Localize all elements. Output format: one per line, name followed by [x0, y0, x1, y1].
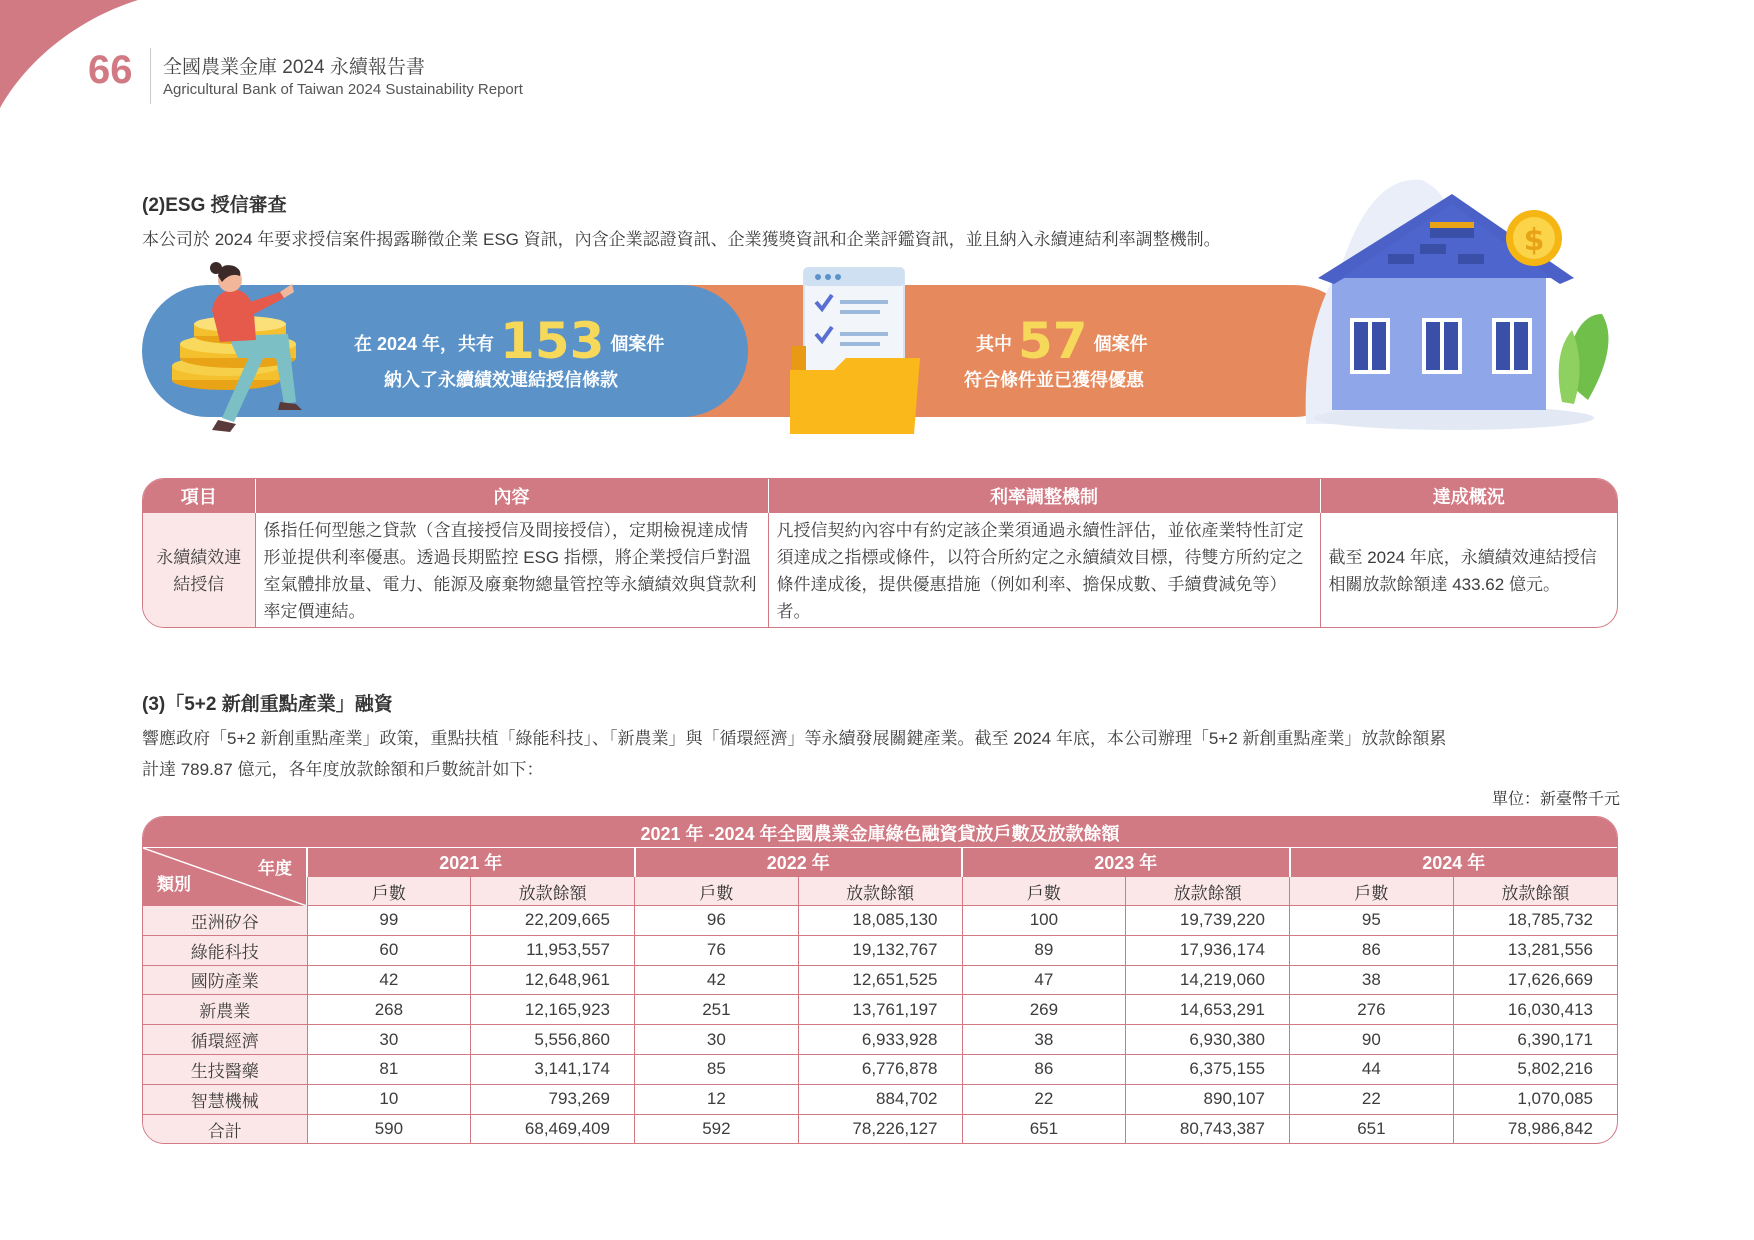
balance-cell: 6,776,878 [798, 1054, 962, 1084]
balance-cell: 884,702 [798, 1084, 962, 1114]
balance-cell: 5,556,860 [471, 1025, 635, 1055]
households-cell: 12 [635, 1084, 799, 1114]
households-cell: 86 [1290, 935, 1454, 965]
households-cell: 99 [307, 906, 471, 936]
households-header: 戶數 [962, 877, 1126, 906]
checklist-folder-illustration [786, 266, 926, 436]
banner-left-number: 153 [500, 312, 605, 370]
balance-cell: 5,802,216 [1453, 1054, 1617, 1084]
balance-cell: 80,743,387 [1126, 1114, 1290, 1144]
households-cell: 44 [1290, 1054, 1454, 1084]
balance-cell: 1,070,085 [1453, 1084, 1617, 1114]
households-cell: 651 [1290, 1114, 1454, 1144]
balance-cell: 6,375,155 [1126, 1054, 1290, 1084]
balance-cell: 11,953,557 [471, 935, 635, 965]
balance-cell: 6,930,380 [1126, 1025, 1290, 1055]
households-cell: 86 [962, 1054, 1126, 1084]
balance-cell: 16,030,413 [1453, 995, 1617, 1025]
green-finance-table [142, 816, 1618, 1144]
households-cell: 38 [962, 1025, 1126, 1055]
households-cell: 22 [962, 1084, 1126, 1114]
banner-left-line2: 納入了永續績效連結授信條款 [384, 370, 618, 390]
balance-cell: 12,165,923 [471, 995, 635, 1025]
balance-cell: 890,107 [1126, 1084, 1290, 1114]
balance-cell: 13,281,556 [1453, 935, 1617, 965]
page-number: 66 [88, 48, 133, 92]
table-row [143, 1025, 1617, 1055]
balance-cell: 14,653,291 [1126, 995, 1290, 1025]
esg-table-header-achievement: 達成概況 [1320, 479, 1617, 513]
balance-cell: 6,390,171 [1453, 1025, 1617, 1055]
households-cell: 592 [635, 1114, 799, 1144]
esg-table-header-mechanism: 利率調整機制 [768, 479, 1320, 513]
households-cell: 60 [307, 935, 471, 965]
balance-cell: 12,651,525 [798, 965, 962, 995]
balance-header: 放款餘額 [1126, 877, 1290, 906]
households-cell: 276 [1290, 995, 1454, 1025]
balance-cell: 78,226,127 [798, 1114, 962, 1144]
table-row [143, 995, 1617, 1025]
esg-table-mechanism: 凡授信契約內容中有約定該企業須通過永續性評估，並依產業特性訂定須達成之指標或條件，以符合所約定之永續績效目標，待雙方所約定之條件達成後，提供優惠措施（例如利率、擔保成數、手續費減免等）者。 [768, 513, 1320, 628]
corner-category-label: 類別 [157, 875, 191, 894]
category-cell: 國防產業 [143, 965, 307, 995]
households-cell: 100 [962, 906, 1126, 936]
households-cell: 268 [307, 995, 471, 1025]
households-header: 戶數 [635, 877, 799, 906]
unit-label: 單位：新臺幣千元 [1491, 791, 1620, 808]
header-divider [150, 48, 151, 104]
svg-text:$: $ [1523, 223, 1545, 258]
banner-left-line1 [354, 312, 664, 370]
households-cell: 81 [307, 1054, 471, 1084]
households-cell: 30 [635, 1025, 799, 1055]
balance-cell: 19,132,767 [798, 935, 962, 965]
balance-cell: 13,761,197 [798, 995, 962, 1025]
year-header: 2024 年 [1290, 848, 1618, 877]
industry-section-title: (3)「5+2 新創重點產業」融資 [142, 694, 393, 715]
industry-paragraph-line1: 響應政府「5+2 新創重點產業」政策，重點扶植「綠能科技」、「新農業」與「循環經濟」等永續發展關鍵產業。截至 2024 年底，本公司辦理「5+2 新創重點產業」放款餘額累 [142, 729, 1447, 748]
house-illustration [1302, 174, 1622, 436]
households-cell: 269 [962, 995, 1126, 1025]
households-cell: 89 [962, 935, 1126, 965]
households-cell: 38 [1290, 965, 1454, 995]
table-title: 2021 年 -2024 年全國農業金庫綠色融資貸放戶數及放款餘額 [143, 818, 1617, 848]
balance-header: 放款餘額 [798, 877, 962, 906]
esg-table-item-line2: 結授信 [173, 575, 225, 594]
year-header: 2022 年 [635, 848, 963, 877]
corner-year-label: 年度 [258, 859, 292, 878]
households-header: 戶數 [1290, 877, 1454, 906]
balance-cell: 14,219,060 [1126, 965, 1290, 995]
year-header: 2021 年 [307, 848, 635, 877]
esg-table-achievement: 截至 2024 年底，永續績效連結授信相關放款餘額達 433.62 億元。 [1328, 548, 1597, 594]
table-row [143, 965, 1617, 995]
table-row [143, 906, 1617, 936]
households-cell: 22 [1290, 1084, 1454, 1114]
esg-paragraph: 本公司於 2024 年要求授信案件揭露聯徵企業 ESG 資訊，內含企業認證資訊、企業獲獎資訊和企業評鑑資訊，並且納入永續連結利率調整機制。 [142, 230, 1221, 249]
balance-cell: 18,085,130 [798, 906, 962, 936]
households-cell: 590 [307, 1114, 471, 1144]
table-row [143, 935, 1617, 965]
industry-paragraph-line2: 計達 789.87 億元，各年度放款餘額和戶數統計如下： [142, 760, 544, 779]
table-row [143, 1084, 1617, 1114]
category-cell: 智慧機械 [143, 1084, 307, 1114]
households-cell: 42 [307, 965, 471, 995]
households-header: 戶數 [307, 877, 471, 906]
category-cell: 循環經濟 [143, 1025, 307, 1055]
households-cell: 47 [962, 965, 1126, 995]
households-cell: 76 [635, 935, 799, 965]
households-cell: 85 [635, 1054, 799, 1084]
esg-table [142, 478, 1618, 628]
banner-right-number: 57 [1018, 312, 1088, 370]
balance-cell: 12,648,961 [471, 965, 635, 995]
esg-table-header-item: 項目 [143, 479, 255, 513]
banner-right-prefix: 其中 [976, 334, 1012, 354]
category-cell: 合計 [143, 1114, 307, 1144]
esg-table-content: 係指任何型態之貸款（含直接授信及間接授信），定期檢視達成情形並提供利率優惠。透過長期監控 ESG 指標，將企業授信戶對溫室氣體排放量、電力、能源及廢棄物總量管控等永續績效與貸款利率定價連結。 [255, 513, 768, 628]
households-cell: 42 [635, 965, 799, 995]
balance-header: 放款餘額 [471, 877, 635, 906]
category-cell: 新農業 [143, 995, 307, 1025]
esg-table-header-content: 內容 [255, 479, 768, 513]
balance-cell: 793,269 [471, 1084, 635, 1114]
households-cell: 90 [1290, 1025, 1454, 1055]
banner-left-prefix: 在 2024 年，共有 [354, 334, 495, 354]
table-body [143, 906, 1617, 1144]
banner-right-line2: 符合條件並已獲得優惠 [964, 370, 1144, 390]
balance-cell: 6,933,928 [798, 1025, 962, 1055]
balance-header: 放款餘額 [1453, 877, 1617, 906]
esg-table-item [143, 513, 255, 628]
report-subtitle: Agricultural Bank of Taiwan 2024 Sustainability Report [163, 81, 523, 98]
esg-table-item-line1: 永續績效連 [156, 548, 242, 567]
report-title: 全國農業金庫 2024 永續報告書 [163, 57, 425, 78]
table-row [143, 1114, 1617, 1144]
category-cell: 亞洲矽谷 [143, 906, 307, 936]
balance-cell: 17,626,669 [1453, 965, 1617, 995]
households-cell: 651 [962, 1114, 1126, 1144]
corner-header [143, 848, 307, 906]
category-cell: 綠能科技 [143, 935, 307, 965]
balance-cell: 68,469,409 [471, 1114, 635, 1144]
households-cell: 10 [307, 1084, 471, 1114]
balance-cell: 19,739,220 [1126, 906, 1290, 936]
households-cell: 251 [635, 995, 799, 1025]
balance-cell: 22,209,665 [471, 906, 635, 936]
banner-right-suffix: 個案件 [1093, 334, 1148, 354]
table-row [143, 1054, 1617, 1084]
person-coins-illustration [168, 262, 318, 438]
households-cell: 96 [635, 906, 799, 936]
balance-cell: 78,986,842 [1453, 1114, 1617, 1144]
households-cell: 30 [307, 1025, 471, 1055]
year-header: 2023 年 [962, 848, 1290, 877]
esg-section-title: (2)ESG 授信審查 [142, 195, 287, 216]
households-cell: 95 [1290, 906, 1454, 936]
balance-cell: 17,936,174 [1126, 935, 1290, 965]
balance-cell: 18,785,732 [1453, 906, 1617, 936]
balance-cell: 3,141,174 [471, 1054, 635, 1084]
banner-left-suffix: 個案件 [610, 334, 665, 354]
category-cell: 生技醫藥 [143, 1054, 307, 1084]
banner-right-line1 [976, 312, 1148, 370]
